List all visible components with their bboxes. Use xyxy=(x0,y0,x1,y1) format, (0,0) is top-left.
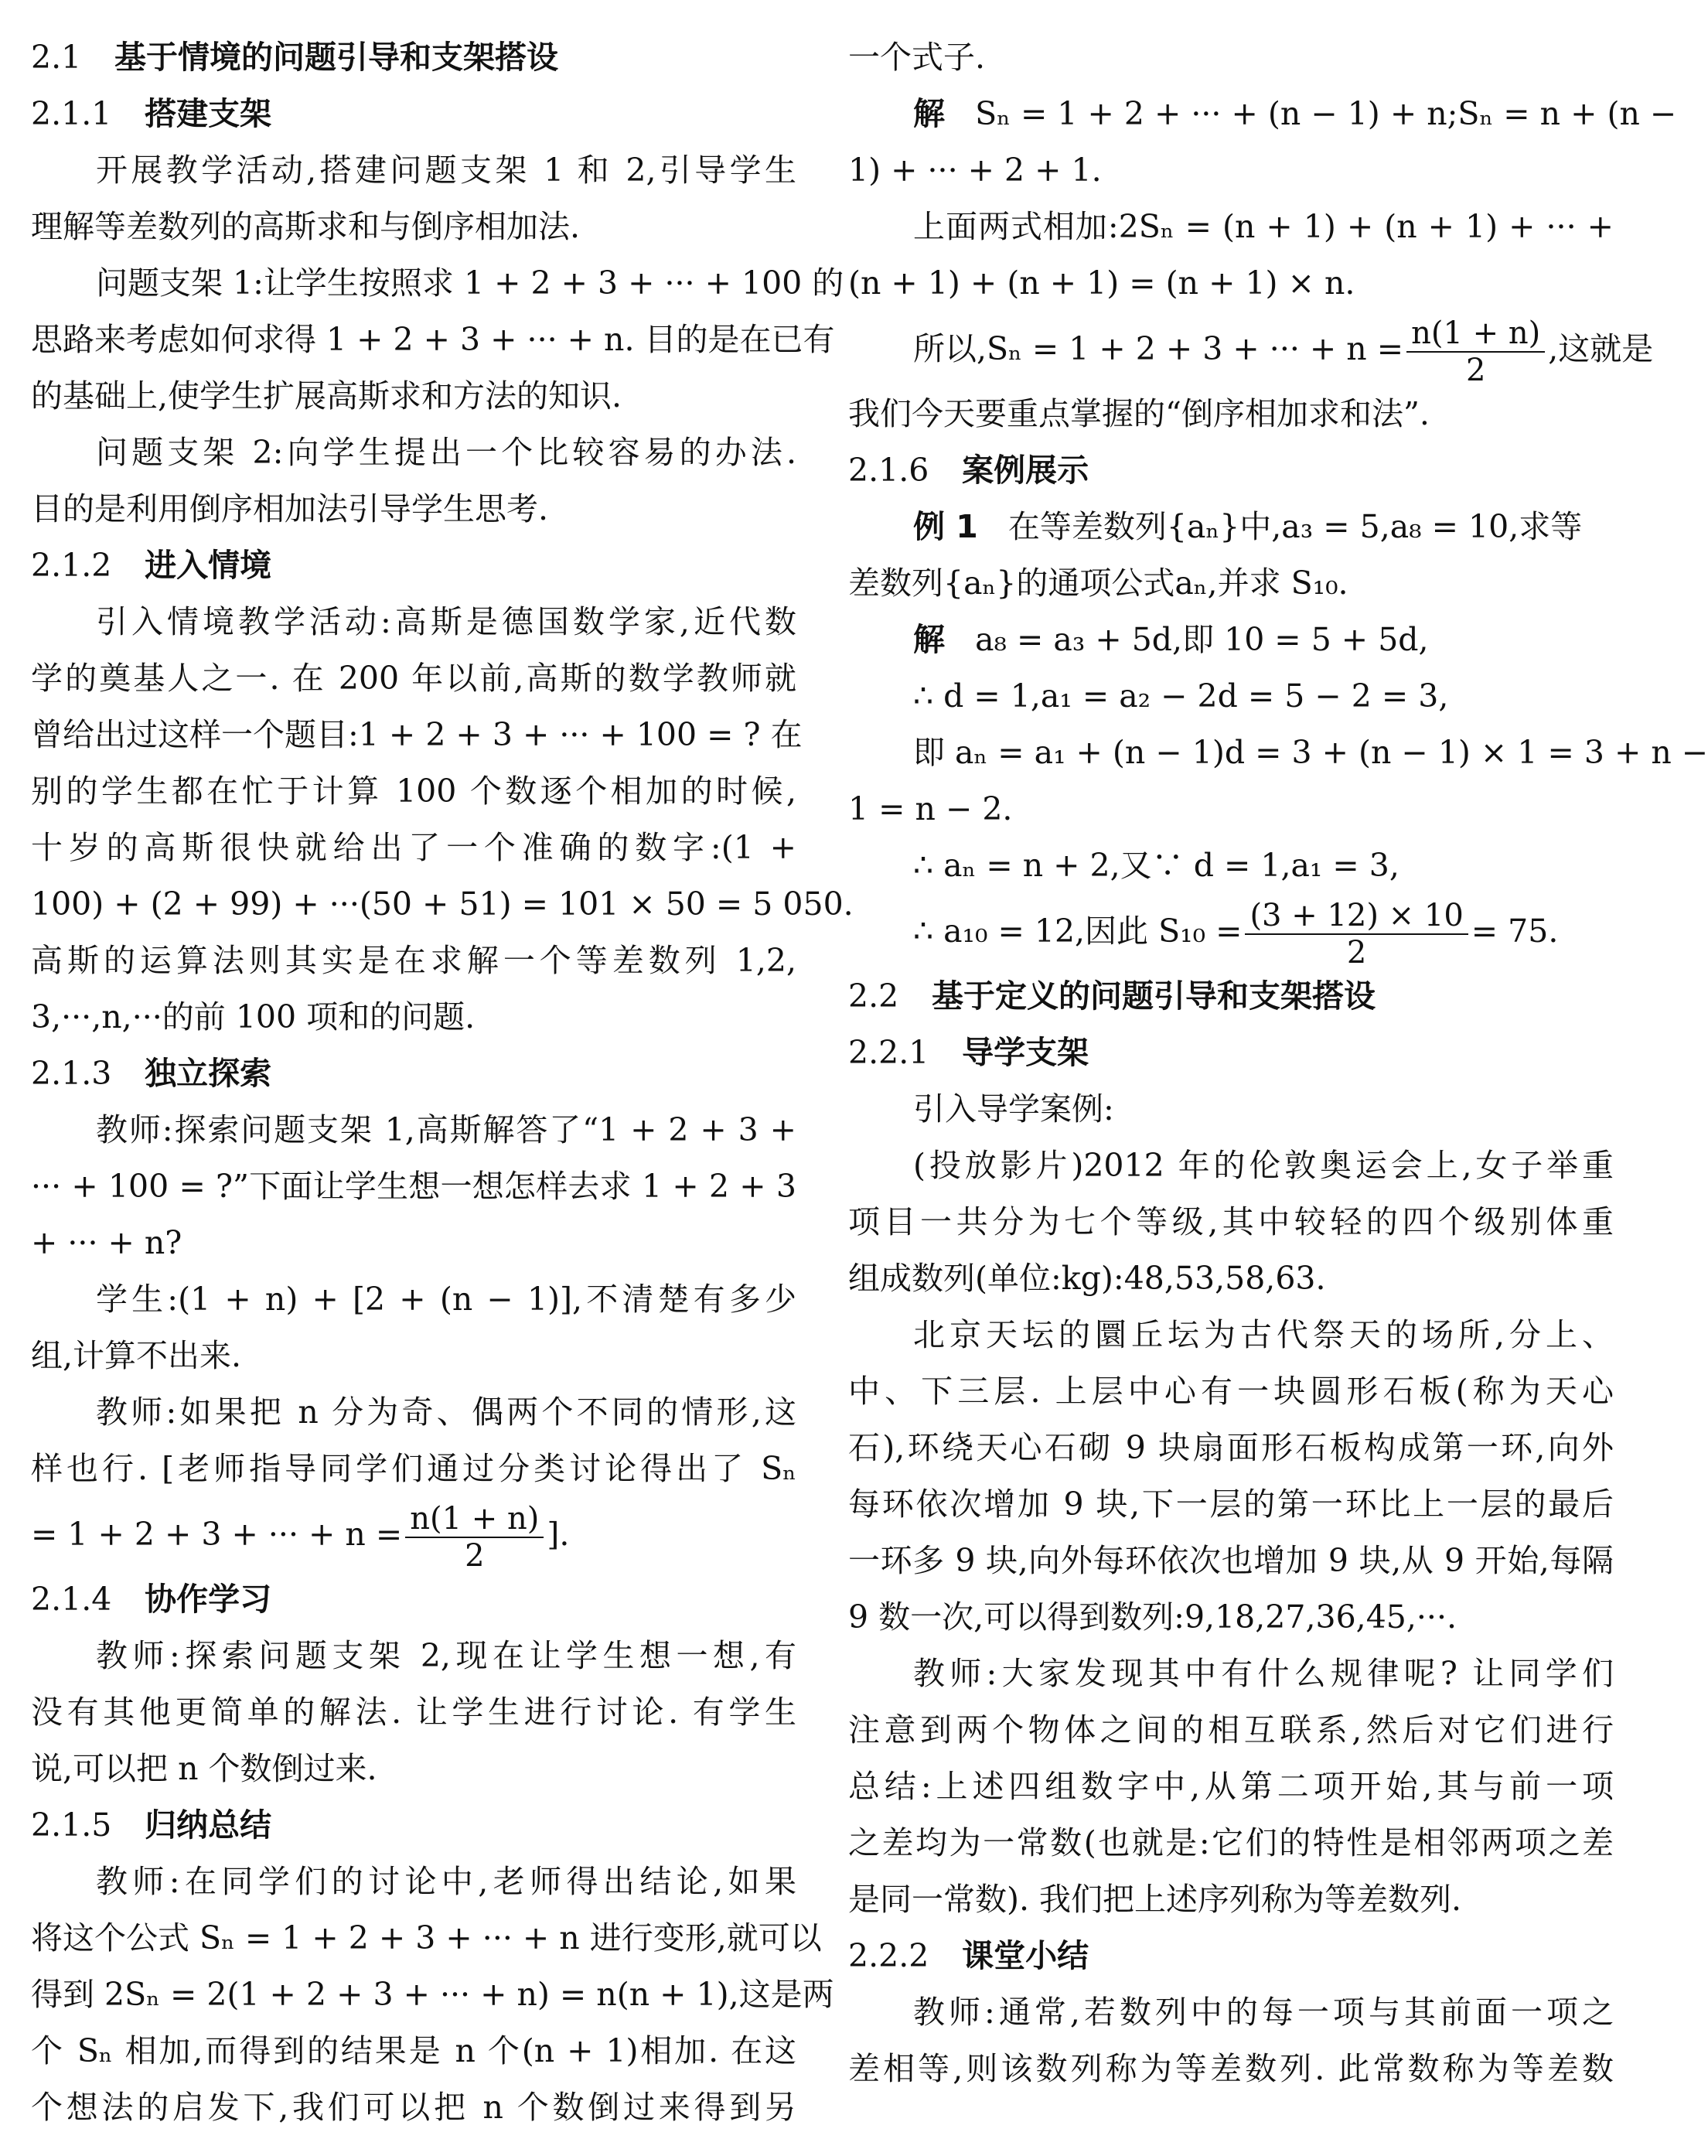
denominator: 2 xyxy=(1465,352,1486,388)
numerator: n(1 + n) xyxy=(405,1501,544,1538)
text-line: (n + 1) + (n + 1) = (n + 1) × n. xyxy=(848,264,1355,302)
text-line: 3,···,n,···的前 100 项和的问题. xyxy=(31,998,476,1035)
text-line: 教师:在同学们的讨论中,老师得出结论,如果 xyxy=(96,1863,796,1900)
text-line: 差相等,则该数列称为等差数列. 此常数称为等差数 xyxy=(848,2050,1614,2087)
text-line: 曾给出过这样一个题目:1 + 2 + 3 + ··· + 100 = ? 在 xyxy=(31,716,803,753)
text-line: 北京天坛的圜丘坛为古代祭天的场所,分上、 xyxy=(913,1316,1614,1353)
left-column xyxy=(31,29,854,2136)
text-line: (投放影片)2012 年的伦敦奥运会上,女子举重 xyxy=(913,1147,1614,1184)
section-heading-2-1-4: 2.1.4 协作学习 xyxy=(31,1581,272,1618)
text-line: 例 1 在等差数列{aₙ}中,a₃ = 5,a₈ = 10,求等 xyxy=(913,508,1583,545)
text-line: 一个式子. xyxy=(848,39,986,76)
text-line: 引入导学案例: xyxy=(913,1090,1114,1127)
text-line: 说,可以把 n 个数倒过来. xyxy=(31,1750,377,1787)
text-line: 高斯的运算法则其实是在求解一个等差数列 1,2, xyxy=(31,942,796,979)
example-label: 例 1 xyxy=(913,508,978,545)
formula-line: ∴ a₁₀ = 12,因此 S₁₀ = $\frac{(3 + 12) \times 10}{2}$ = 75. xyxy=(913,897,1559,971)
text-line: 注意到两个物体之间的相互联系,然后对它们进行 xyxy=(848,1711,1614,1748)
text-line: 项目一共分为七个等级,其中较轻的四个级别体重 xyxy=(848,1203,1614,1240)
text-line: 问题支架 1:让学生按照求 1 + 2 + 3 + ··· + 100 的 xyxy=(96,264,844,302)
text-line: 组,计算不出来. xyxy=(31,1337,242,1374)
text-line: 解 a₈ = a₃ + 5d,即 10 = 5 + 5d, xyxy=(913,621,1429,658)
section-heading-2-1-5: 2.1.5 归纳总结 xyxy=(31,1806,272,1844)
text-line: 1) + ··· + 2 + 1. xyxy=(848,152,1102,189)
text-line: 一环多 9 块,向外每环依次也增加 9 块,从 9 开始,每隔 xyxy=(848,1542,1614,1579)
section-heading-2-1-3: 2.1.3 独立探索 xyxy=(31,1055,272,1092)
text-line: 教师:通常,若数列中的每一项与其前面一项之 xyxy=(913,1994,1614,2031)
numerator: (3 + 12) × 10 xyxy=(1245,898,1468,935)
text-line: 解 Sₙ = 1 + 2 + ··· + (n − 1) + n;Sₙ = n + (n − xyxy=(913,95,1677,132)
text-line: 没有其他更简单的解法. 让学生进行讨论. 有学生 xyxy=(31,1694,796,1731)
text-line: 石),环绕天心石砌 9 块扇面形石板构成第一环,向外 xyxy=(848,1429,1614,1466)
text-line: ··· + 100 = ?”下面让学生想一想怎样去求 1 + 2 + 3 xyxy=(31,1168,796,1205)
fraction xyxy=(1406,316,1545,388)
numerator: n(1 + n) xyxy=(1406,316,1545,353)
fraction xyxy=(405,1501,544,1574)
text-line: 中、下三层. 上层中心有一块圆形石板(称为天心 xyxy=(848,1373,1614,1410)
text-line: 引入情境教学活动:高斯是德国数学家,近代数 xyxy=(96,603,796,640)
text-line: 十岁的高斯很快就给出了一个准确的数字:(1 + xyxy=(31,829,796,866)
text-line: 样也行. [老师指导同学们通过分类讨论得出了 Sₙ xyxy=(31,1450,796,1487)
text-line: 理解等差数列的高斯求和与倒序相加法. xyxy=(31,208,581,245)
text-line: 之差均为一常数(也就是:它们的特性是相邻两项之差 xyxy=(848,1824,1614,1861)
text-line: 将这个公式 Sₙ = 1 + 2 + 3 + ··· + n 进行变形,就可以 xyxy=(31,1919,822,1956)
text-line: 个想法的启发下,我们可以把 n 个数倒过来得到另 xyxy=(31,2089,796,2126)
text-line: 是同一常数). 我们把上述序列称为等差数列. xyxy=(848,1881,1462,1918)
text-line: 1 = n − 2. xyxy=(848,790,1013,827)
text-line: + ··· + n? xyxy=(31,1224,182,1261)
text-line: ∴ d = 1,a₁ = a₂ − 2d = 5 − 2 = 3, xyxy=(913,677,1449,715)
section-heading-2-2-2: 2.2.2 课堂小结 xyxy=(848,1937,1089,1974)
text-line: 教师:探索问题支架 1,高斯解答了“1 + 2 + 3 + xyxy=(96,1111,796,1148)
text-line: 教师:如果把 n 分为奇、偶两个不同的情形,这 xyxy=(96,1394,796,1431)
text-line: 总结:上述四组数字中,从第二项开始,其与前一项 xyxy=(848,1768,1614,1805)
text-line: 9 数一次,可以得到数列:9,18,27,36,45,···. xyxy=(848,1598,1457,1636)
text-line: 教师:探索问题支架 2,现在让学生想一想,有 xyxy=(96,1637,796,1674)
text-line: 上面两式相加:2Sₙ = (n + 1) + (n + 1) + ··· + xyxy=(913,208,1614,245)
text-line: 得到 2Sₙ = 2(1 + 2 + 3 + ··· + n) = n(n + 1),这是两 xyxy=(31,1976,834,2013)
text-line: 开展教学活动,搭建问题支架 1 和 2,引导学生 xyxy=(96,152,796,189)
solution-label: 解 xyxy=(913,621,945,658)
text-line: 别的学生都在忙于计算 100 个数逐个相加的时候, xyxy=(31,773,796,810)
right-column xyxy=(848,29,1708,2097)
text-line: 教师:大家发现其中有什么规律呢? 让同学们 xyxy=(913,1655,1614,1692)
text-line: 组成数列(单位:kg):48,53,58,63. xyxy=(848,1260,1326,1297)
section-heading-2-1: 2.1 基于情境的问题引导和支架搭设 xyxy=(31,39,559,76)
text-line: 学的奠基人之一. 在 200 年以前,高斯的数学教师就 xyxy=(31,660,796,697)
text-line: 问题支架 2:向学生提出一个比较容易的办法. xyxy=(96,434,796,471)
section-heading-2-2-1: 2.2.1 导学支架 xyxy=(848,1034,1089,1071)
text-line: 个 Sₙ 相加,而得到的结果是 n 个(n + 1)相加. 在这 xyxy=(31,2032,796,2069)
text-line: 差数列{aₙ}的通项公式aₙ,并求 S₁₀. xyxy=(848,565,1348,602)
text-line: 100) + (2 + 99) + ···(50 + 51) = 101 × 50 = 5 050. xyxy=(31,885,854,923)
section-heading-2-1-1: 2.1.1 搭建支架 xyxy=(31,95,272,132)
fraction xyxy=(1245,898,1468,971)
section-heading-2-2: 2.2 基于定义的问题引导和支架搭设 xyxy=(848,977,1376,1015)
text-line: ∴ aₙ = n + 2,又∵ d = 1,a₁ = 3, xyxy=(913,847,1399,884)
text-line: 目的是利用倒序相加法引导学生思考. xyxy=(31,490,549,527)
formula-line: 所以,Sₙ = 1 + 2 + 3 + ··· + n = $\frac{n(1 + n)}{2}$ ,这就是 xyxy=(913,315,1654,388)
section-heading-2-1-6: 2.1.6 案例展示 xyxy=(848,452,1089,489)
text-line: 每环依次增加 9 块,下一层的第一环比上一层的最后 xyxy=(848,1486,1614,1523)
text-line: 思路来考虑如何求得 1 + 2 + 3 + ··· + n. 目的是在已有 xyxy=(31,321,835,358)
text-line: 我们今天要重点掌握的“倒序相加求和法”. xyxy=(848,395,1430,432)
section-heading-2-1-2: 2.1.2 进入情境 xyxy=(31,547,272,584)
text-line: 即 aₙ = a₁ + (n − 1)d = 3 + (n − 1) × 1 = 3 + n − xyxy=(913,734,1708,771)
text-line: 学生:(1 + n) + [2 + (n − 1)],不清楚有多少 xyxy=(96,1281,796,1318)
text-line: 的基础上,使学生扩展高斯求和方法的知识. xyxy=(31,377,622,414)
formula-line: = 1 + 2 + 3 + ··· + n = $\frac{n(1 + n)}{2}$ ]. xyxy=(31,1500,570,1574)
solution-label: 解 xyxy=(913,95,945,132)
denominator: 2 xyxy=(1346,934,1367,971)
denominator: 2 xyxy=(465,1537,485,1574)
